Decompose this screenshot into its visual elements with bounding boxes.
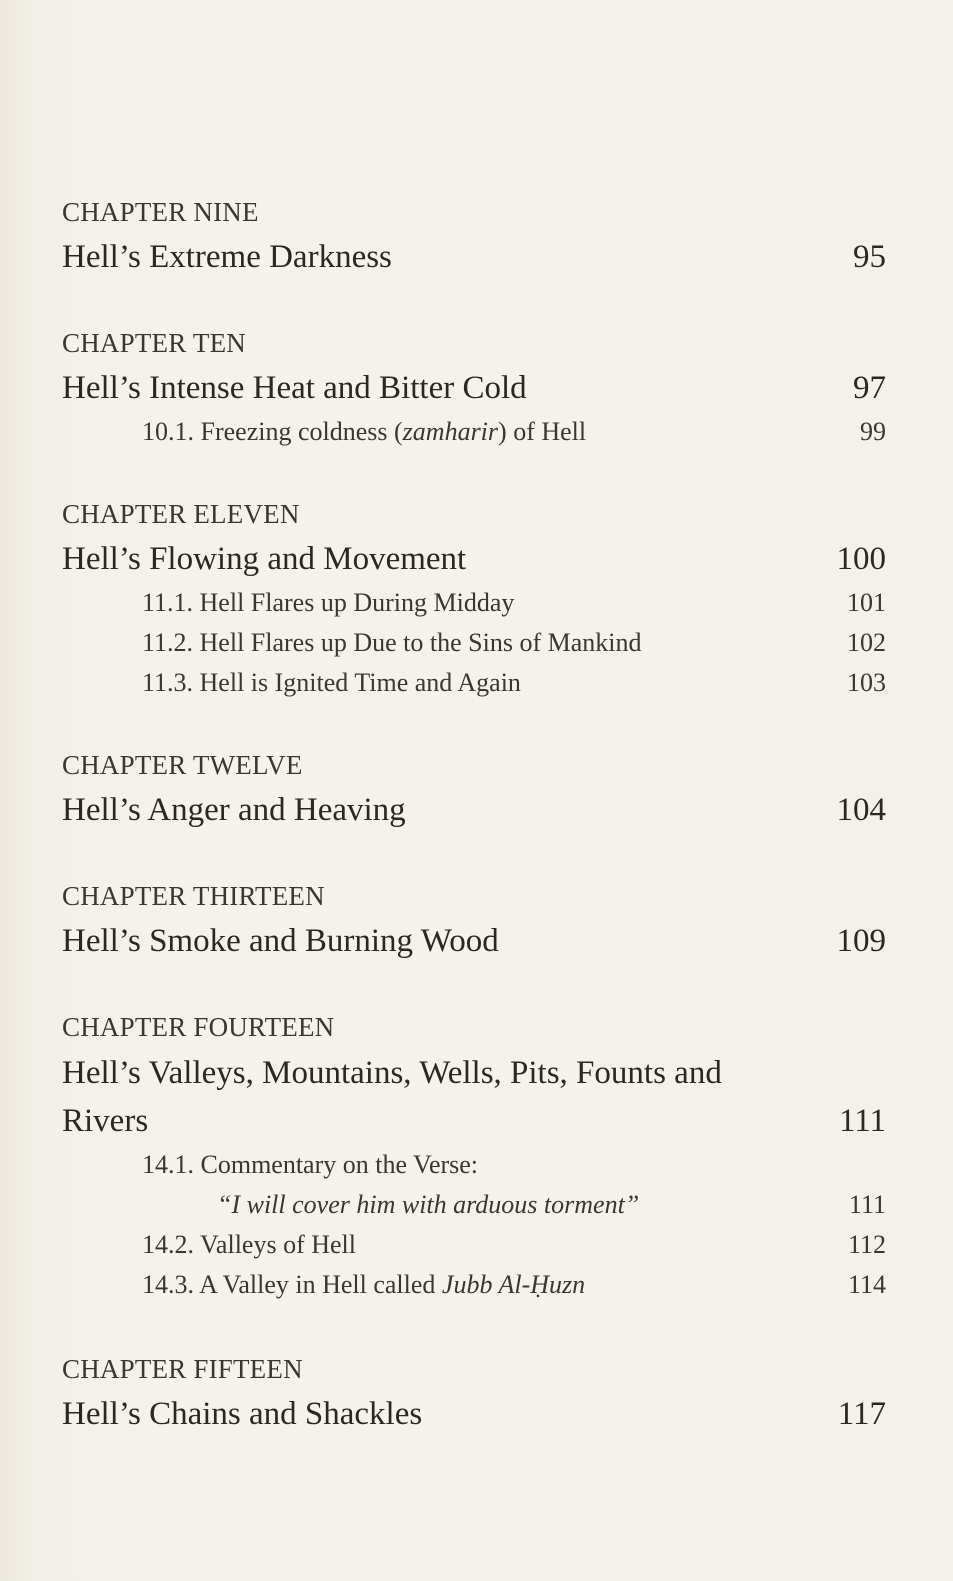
- section-entry[interactable]: [62, 1265, 886, 1305]
- chapter-title-entry[interactable]: [62, 234, 886, 281]
- section-entry[interactable]: [62, 1145, 886, 1185]
- chapter-nine: [62, 190, 886, 281]
- page-number: 112: [847, 1230, 886, 1259]
- page-number: 101: [847, 588, 886, 617]
- table-of-contents: [62, 190, 886, 1438]
- chapter-label: CHAPTER FIFTEEN: [62, 1354, 303, 1384]
- section-title: 14.2. Valleys of Hell: [142, 1230, 356, 1259]
- chapter-fifteen: [62, 1347, 886, 1438]
- section-title: 11.1. Hell Flares up During Midday: [142, 588, 515, 617]
- section-quote: “I will cover him with arduous torment”: [217, 1190, 640, 1219]
- chapter-title-entry[interactable]: [62, 1049, 886, 1097]
- page-number: 104: [836, 792, 886, 828]
- section-title: 14.3. A Valley in Hell called Jubb Al-Ḥuzn: [142, 1270, 586, 1299]
- section-quote-entry[interactable]: [62, 1185, 886, 1225]
- chapter-title-entry[interactable]: [62, 918, 886, 965]
- section-title: 11.2. Hell Flares up Due to the Sins of Mankind: [142, 628, 642, 657]
- page-number: 99: [860, 417, 886, 446]
- chapter-eleven: [62, 492, 886, 703]
- chapter-label: CHAPTER TWELVE: [62, 750, 303, 780]
- section-entry[interactable]: [62, 412, 886, 452]
- chapter-ten: [62, 321, 886, 452]
- page-number: 95: [853, 239, 886, 275]
- chapter-thirteen: [62, 874, 886, 965]
- page-number: 111: [848, 1190, 886, 1219]
- page-number: 114: [847, 1270, 886, 1299]
- chapter-title-line2: Rivers: [62, 1103, 149, 1139]
- section-entry[interactable]: [62, 623, 886, 663]
- chapter-title: Hell’s Flowing and Movement: [62, 541, 467, 577]
- section-entry[interactable]: [62, 1225, 886, 1265]
- chapter-title-entry[interactable]: [62, 365, 886, 412]
- chapter-label: CHAPTER FOURTEEN: [62, 1012, 335, 1042]
- page-number: 103: [847, 668, 886, 697]
- chapter-title-entry[interactable]: [62, 1391, 886, 1438]
- page-number: 97: [853, 370, 886, 406]
- page-number: 111: [838, 1103, 886, 1139]
- chapter-title: Hell’s Anger and Heaving: [62, 792, 406, 828]
- chapter-title-entry-cont[interactable]: [62, 1097, 886, 1145]
- chapter-label: CHAPTER ELEVEN: [62, 499, 300, 529]
- section-title: 11.3. Hell is Ignited Time and Again: [142, 668, 521, 697]
- section-title: 10.1. Freezing coldness (zamharir) of Hell: [142, 417, 587, 446]
- section-entry[interactable]: [62, 663, 886, 703]
- chapter-title-entry[interactable]: [62, 536, 886, 583]
- chapter-label: CHAPTER TEN: [62, 328, 246, 358]
- chapter-title: Hell’s Intense Heat and Bitter Cold: [62, 370, 527, 406]
- page-number: 117: [837, 1396, 886, 1432]
- chapter-title: Hell’s Smoke and Burning Wood: [62, 923, 499, 959]
- page-number: 100: [836, 541, 886, 577]
- chapter-title: Hell’s Chains and Shackles: [62, 1396, 423, 1432]
- chapter-fourteen: [62, 1005, 886, 1305]
- chapter-label: CHAPTER NINE: [62, 197, 259, 227]
- chapter-title-entry[interactable]: [62, 787, 886, 834]
- section-title: 14.1. Commentary on the Verse:: [142, 1150, 479, 1179]
- page-number: 102: [847, 628, 886, 657]
- chapter-title: Hell’s Extreme Darkness: [62, 239, 392, 275]
- chapter-title-line1: Hell’s Valleys, Mountains, Wells, Pits, Founts and: [62, 1055, 722, 1091]
- page-number: 109: [836, 923, 886, 959]
- chapter-label: CHAPTER THIRTEEN: [62, 881, 325, 911]
- section-entry[interactable]: [62, 583, 886, 623]
- chapter-twelve: [62, 743, 886, 834]
